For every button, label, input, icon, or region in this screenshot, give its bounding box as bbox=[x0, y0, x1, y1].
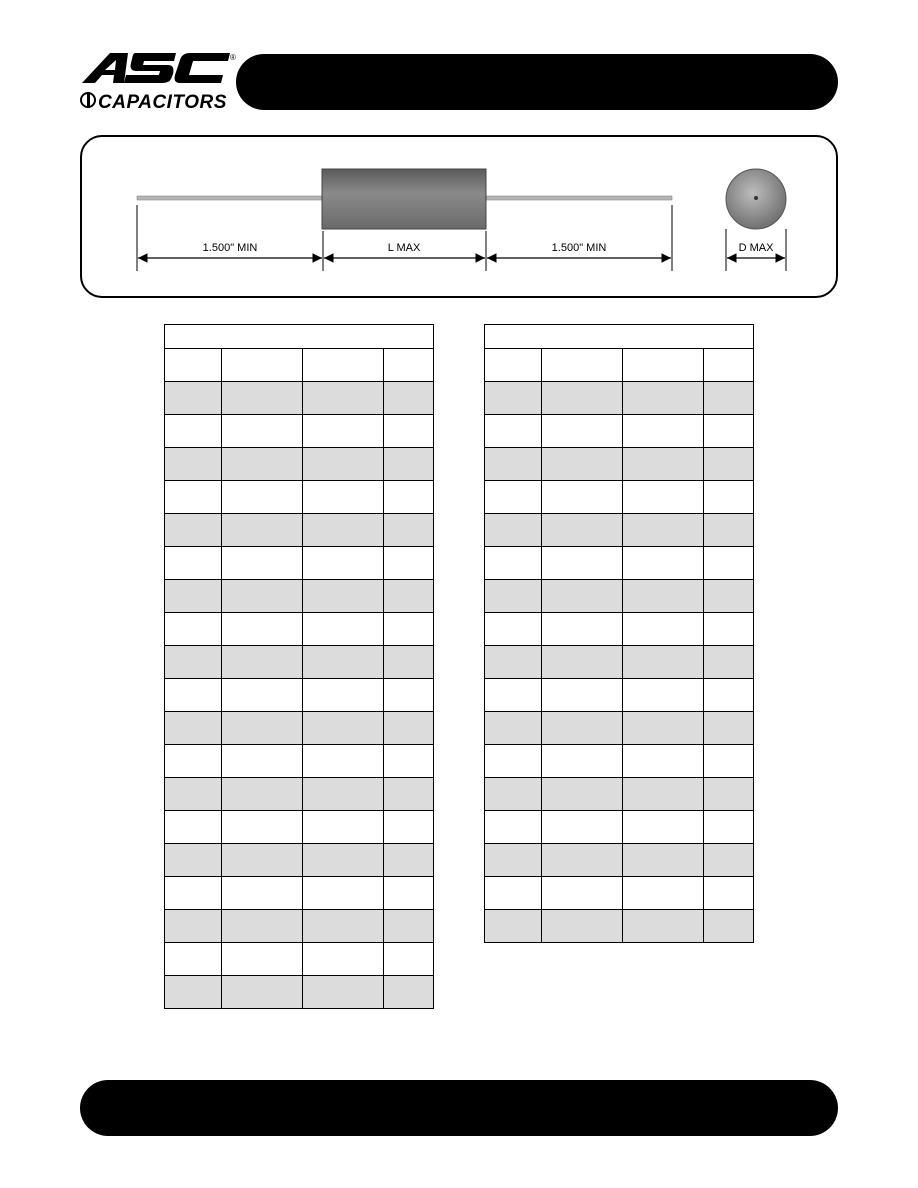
table-cell bbox=[485, 448, 542, 481]
table-row bbox=[165, 811, 434, 844]
table-cell bbox=[303, 547, 384, 580]
table-title-cell bbox=[485, 325, 754, 349]
table-cell bbox=[384, 382, 434, 415]
capacitor-body bbox=[322, 169, 486, 229]
table-cell bbox=[303, 481, 384, 514]
header-bar bbox=[236, 54, 838, 110]
table-cell bbox=[384, 745, 434, 778]
table-cell bbox=[222, 514, 303, 547]
table-row bbox=[485, 877, 754, 910]
body-length-label: L MAX bbox=[387, 242, 421, 254]
table-cell bbox=[303, 646, 384, 679]
table-cell bbox=[542, 415, 623, 448]
table-cell bbox=[384, 811, 434, 844]
table-cell bbox=[623, 481, 704, 514]
table-cell bbox=[384, 448, 434, 481]
capacitor-drawing bbox=[82, 137, 836, 296]
table-cell bbox=[222, 646, 303, 679]
lead-left-label: 1.500" MIN bbox=[202, 242, 258, 254]
table-cell bbox=[485, 646, 542, 679]
table-cell bbox=[165, 382, 222, 415]
table-cell bbox=[165, 547, 222, 580]
table-cell bbox=[303, 943, 384, 976]
asc-capacitors-logo bbox=[80, 50, 240, 112]
table-row bbox=[165, 580, 434, 613]
table-row bbox=[485, 712, 754, 745]
table-cell bbox=[485, 382, 542, 415]
table-cell bbox=[704, 514, 754, 547]
table-cell bbox=[623, 448, 704, 481]
table-row bbox=[485, 844, 754, 877]
table-cell bbox=[165, 778, 222, 811]
table-row bbox=[165, 712, 434, 745]
table-cell bbox=[384, 877, 434, 910]
table-cell bbox=[384, 613, 434, 646]
table-row bbox=[165, 547, 434, 580]
left-lead bbox=[137, 196, 323, 200]
table-cell bbox=[485, 481, 542, 514]
table-cell bbox=[542, 712, 623, 745]
table-cell bbox=[485, 679, 542, 712]
table-cell bbox=[384, 547, 434, 580]
table-cell bbox=[704, 580, 754, 613]
table-cell bbox=[384, 976, 434, 1009]
table-cell bbox=[704, 745, 754, 778]
table-cell bbox=[303, 415, 384, 448]
table-cell bbox=[704, 778, 754, 811]
table-cell bbox=[623, 679, 704, 712]
table-cell bbox=[485, 745, 542, 778]
table-row bbox=[485, 778, 754, 811]
table-cell bbox=[384, 415, 434, 448]
table-cell bbox=[542, 745, 623, 778]
logo-subtitle: CAPACITORS bbox=[98, 92, 227, 112]
table-cell bbox=[165, 745, 222, 778]
registered-mark: ® bbox=[230, 53, 236, 62]
table-cell bbox=[623, 877, 704, 910]
table-cell bbox=[704, 382, 754, 415]
table-cell bbox=[623, 910, 704, 943]
table-row bbox=[485, 481, 754, 514]
table-cell bbox=[303, 514, 384, 547]
table-cell bbox=[303, 877, 384, 910]
table-cell bbox=[303, 910, 384, 943]
table-row bbox=[165, 877, 434, 910]
table-row bbox=[165, 415, 434, 448]
table-cell bbox=[384, 712, 434, 745]
table-cell bbox=[384, 514, 434, 547]
table-cell bbox=[485, 415, 542, 448]
table-cell bbox=[623, 547, 704, 580]
table-cell bbox=[542, 844, 623, 877]
table-header-cell bbox=[485, 349, 542, 382]
table-cell bbox=[542, 514, 623, 547]
table-cell bbox=[384, 679, 434, 712]
table-row bbox=[165, 910, 434, 943]
table-cell bbox=[165, 943, 222, 976]
table-cell bbox=[222, 976, 303, 1009]
table-cell bbox=[623, 778, 704, 811]
table-cell bbox=[623, 514, 704, 547]
table-cell bbox=[542, 382, 623, 415]
table-cell bbox=[384, 481, 434, 514]
table-header-cell bbox=[542, 349, 623, 382]
table-cell bbox=[485, 811, 542, 844]
table-cell bbox=[303, 844, 384, 877]
table-cell bbox=[485, 910, 542, 943]
table-cell bbox=[704, 481, 754, 514]
spec-table-right bbox=[484, 324, 754, 943]
table-cell bbox=[704, 646, 754, 679]
table-cell bbox=[303, 712, 384, 745]
table-cell bbox=[222, 580, 303, 613]
table-cell bbox=[165, 811, 222, 844]
table-cell bbox=[222, 679, 303, 712]
table-cell bbox=[485, 844, 542, 877]
table-row bbox=[485, 382, 754, 415]
table-cell bbox=[704, 448, 754, 481]
table-cell bbox=[222, 811, 303, 844]
table-cell bbox=[384, 943, 434, 976]
table-cell bbox=[384, 646, 434, 679]
table-cell bbox=[623, 646, 704, 679]
table-cell bbox=[222, 910, 303, 943]
table-cell bbox=[485, 580, 542, 613]
table-header-row bbox=[485, 349, 754, 382]
table-row bbox=[165, 613, 434, 646]
footer-bar bbox=[80, 1080, 838, 1136]
table-cell bbox=[623, 382, 704, 415]
table-cell bbox=[485, 778, 542, 811]
table-cell bbox=[222, 745, 303, 778]
table-cell bbox=[704, 877, 754, 910]
table-cell bbox=[222, 613, 303, 646]
table-cell bbox=[623, 712, 704, 745]
table-cell bbox=[222, 481, 303, 514]
table-cell bbox=[303, 580, 384, 613]
table-cell bbox=[542, 811, 623, 844]
table-header-cell bbox=[623, 349, 704, 382]
table-cell bbox=[542, 679, 623, 712]
table-row bbox=[485, 613, 754, 646]
table-cell bbox=[303, 679, 384, 712]
table-cell bbox=[222, 943, 303, 976]
table-row bbox=[485, 580, 754, 613]
table-cell bbox=[222, 778, 303, 811]
table-row bbox=[485, 910, 754, 943]
table-title-cell bbox=[165, 325, 434, 349]
table-cell bbox=[704, 547, 754, 580]
table-cell bbox=[303, 745, 384, 778]
logo-graphic bbox=[80, 50, 240, 112]
table-cell bbox=[542, 646, 623, 679]
table-row bbox=[165, 976, 434, 1009]
table-cell bbox=[222, 877, 303, 910]
table-cell bbox=[485, 613, 542, 646]
table-cell bbox=[384, 910, 434, 943]
right-lead bbox=[486, 196, 672, 200]
table-row bbox=[165, 448, 434, 481]
table-cell bbox=[485, 547, 542, 580]
table-cell bbox=[303, 382, 384, 415]
table-cell bbox=[623, 844, 704, 877]
lead-right-label: 1.500" MIN bbox=[551, 242, 607, 254]
dimension-drawing-panel bbox=[80, 135, 838, 298]
table-cell bbox=[485, 877, 542, 910]
table-cell bbox=[623, 613, 704, 646]
table-cell bbox=[623, 415, 704, 448]
table-cell bbox=[165, 514, 222, 547]
table-row bbox=[485, 448, 754, 481]
table-cell bbox=[165, 415, 222, 448]
table-cell bbox=[165, 877, 222, 910]
table-cell bbox=[165, 910, 222, 943]
table-cell bbox=[542, 613, 623, 646]
table-cell bbox=[623, 745, 704, 778]
table-cell bbox=[222, 415, 303, 448]
table-header-cell bbox=[222, 349, 303, 382]
table-cell bbox=[165, 679, 222, 712]
table-row bbox=[165, 745, 434, 778]
table-cell bbox=[222, 712, 303, 745]
table-cell bbox=[623, 811, 704, 844]
table-header-row bbox=[165, 349, 434, 382]
table-cell bbox=[303, 613, 384, 646]
table-cell bbox=[165, 844, 222, 877]
table-cell bbox=[303, 778, 384, 811]
table-cell bbox=[485, 514, 542, 547]
table-row bbox=[485, 415, 754, 448]
table-row bbox=[485, 811, 754, 844]
table-cell bbox=[542, 910, 623, 943]
table-row bbox=[165, 778, 434, 811]
table-header-cell bbox=[303, 349, 384, 382]
table-cell bbox=[165, 976, 222, 1009]
table-cell bbox=[704, 712, 754, 745]
table-cell bbox=[165, 712, 222, 745]
table-cell bbox=[303, 976, 384, 1009]
table-cell bbox=[485, 712, 542, 745]
diameter-label: D MAX bbox=[738, 242, 774, 254]
spec-table-left bbox=[164, 324, 434, 1009]
table-cell bbox=[623, 580, 704, 613]
table-cell bbox=[542, 547, 623, 580]
table-cell bbox=[165, 613, 222, 646]
table-cell bbox=[222, 547, 303, 580]
table-cell bbox=[704, 679, 754, 712]
table-title-row bbox=[165, 325, 434, 349]
table-cell bbox=[222, 844, 303, 877]
table-cell bbox=[384, 844, 434, 877]
table-header-cell bbox=[384, 349, 434, 382]
table-row bbox=[165, 514, 434, 547]
table-header-cell bbox=[165, 349, 222, 382]
table-title-row bbox=[485, 325, 754, 349]
table-cell bbox=[384, 778, 434, 811]
table-cell bbox=[704, 844, 754, 877]
table-row bbox=[485, 679, 754, 712]
table-row bbox=[165, 943, 434, 976]
table-cell bbox=[222, 448, 303, 481]
table-cell bbox=[542, 877, 623, 910]
table-cell bbox=[222, 382, 303, 415]
table-row bbox=[165, 646, 434, 679]
table-cell bbox=[704, 910, 754, 943]
table-row bbox=[485, 547, 754, 580]
table-row bbox=[165, 382, 434, 415]
table-row bbox=[165, 844, 434, 877]
table-cell bbox=[303, 811, 384, 844]
table-row bbox=[485, 514, 754, 547]
table-cell bbox=[542, 778, 623, 811]
table-cell bbox=[542, 448, 623, 481]
table-row bbox=[485, 745, 754, 778]
table-cell bbox=[165, 646, 222, 679]
table-cell bbox=[542, 580, 623, 613]
table-cell bbox=[165, 448, 222, 481]
table-row bbox=[485, 646, 754, 679]
table-row bbox=[165, 679, 434, 712]
table-cell bbox=[542, 481, 623, 514]
table-header-cell bbox=[704, 349, 754, 382]
table-cell bbox=[303, 448, 384, 481]
table-cell bbox=[704, 415, 754, 448]
table-cell bbox=[704, 811, 754, 844]
table-row bbox=[165, 481, 434, 514]
table-cell bbox=[704, 613, 754, 646]
table-cell bbox=[384, 580, 434, 613]
table-cell bbox=[165, 580, 222, 613]
table-cell bbox=[165, 481, 222, 514]
